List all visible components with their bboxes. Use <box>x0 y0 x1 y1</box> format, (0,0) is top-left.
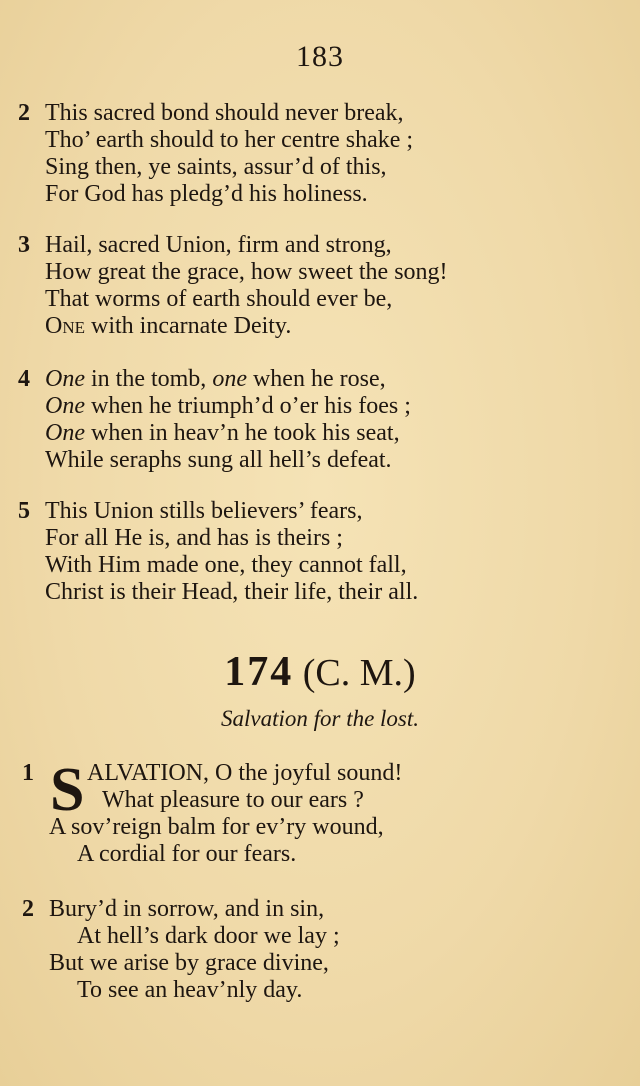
verse-line: Sing then, ye saints, assur’d of this, <box>45 154 387 180</box>
stanza-number: 5 <box>18 498 30 524</box>
verse-line: when he triumph’d o’er his foes ; <box>90 393 411 419</box>
verse-line: That worms of earth should ever be, <box>45 286 393 312</box>
stanza-4 <box>18 366 618 474</box>
stanza-2 <box>18 100 618 208</box>
stanza-number: 4 <box>18 366 30 392</box>
hymn-stanza-1 <box>22 756 622 868</box>
emphasis-one: One <box>45 313 85 339</box>
verse-line: A cordial for our fears. <box>77 841 297 867</box>
emphasis-one: One <box>45 393 85 419</box>
verse-line: when he rose, <box>252 366 386 392</box>
verse-line: with incarnate Deity. <box>91 313 292 339</box>
verse-line: in the tomb, <box>90 366 207 392</box>
verse-line: For all He is, and has is theirs ; <box>45 525 343 551</box>
verse-line: But we arise by grace divine, <box>49 950 329 976</box>
stanza-3 <box>18 232 618 340</box>
stanza-5 <box>18 498 618 606</box>
hymn-meter: (C. M.) <box>302 652 416 694</box>
verse-line: This sacred bond should never break, <box>45 100 404 126</box>
emphasis-one: One <box>45 366 85 392</box>
verse-line: While seraphs sung all hell’s defeat. <box>45 447 392 473</box>
verse-line: Bury’d in sorrow, and in sin, <box>49 896 325 922</box>
hymn-heading <box>0 648 640 696</box>
hymn-subtitle: Salvation for the lost. <box>220 706 420 731</box>
stanza-number: 1 <box>22 760 34 786</box>
verse-line: Christ is their Head, their life, their all. <box>45 579 419 605</box>
verse-line: A sov’reign balm for ev’ry wound, <box>49 814 384 840</box>
verse-line: What pleasure to our ears ? <box>102 787 364 813</box>
emphasis-one: one <box>212 366 247 392</box>
verse-line: For God has pledg’d his holiness. <box>45 181 368 207</box>
verse-line: This Union stills believers’ fears, <box>45 498 363 524</box>
verse-line: With Him made one, they cannot fall, <box>45 552 407 578</box>
verse-line: At hell’s dark door we lay ; <box>77 923 340 949</box>
stanza-number: 2 <box>22 896 34 922</box>
verse-line: How great the grace, how sweet the song! <box>45 259 448 285</box>
verse-line: ALVATION, O the joyful sound! <box>87 760 403 786</box>
emphasis-one: One <box>45 420 85 446</box>
drop-cap: S <box>50 756 85 824</box>
stanza-number: 3 <box>18 232 30 258</box>
stanza-number: 2 <box>18 100 30 126</box>
hymn-stanza-2 <box>22 896 622 1004</box>
hymn-number: 174 <box>224 649 294 695</box>
verse-line: Tho’ earth should to her centre shake ; <box>45 127 414 153</box>
verse-line: To see an heav’nly day. <box>77 977 303 1003</box>
verse-line: when in heav’n he took his seat, <box>90 420 400 446</box>
verse-line: Hail, sacred Union, firm and strong, <box>45 232 392 258</box>
page-number: 183 <box>296 40 344 73</box>
